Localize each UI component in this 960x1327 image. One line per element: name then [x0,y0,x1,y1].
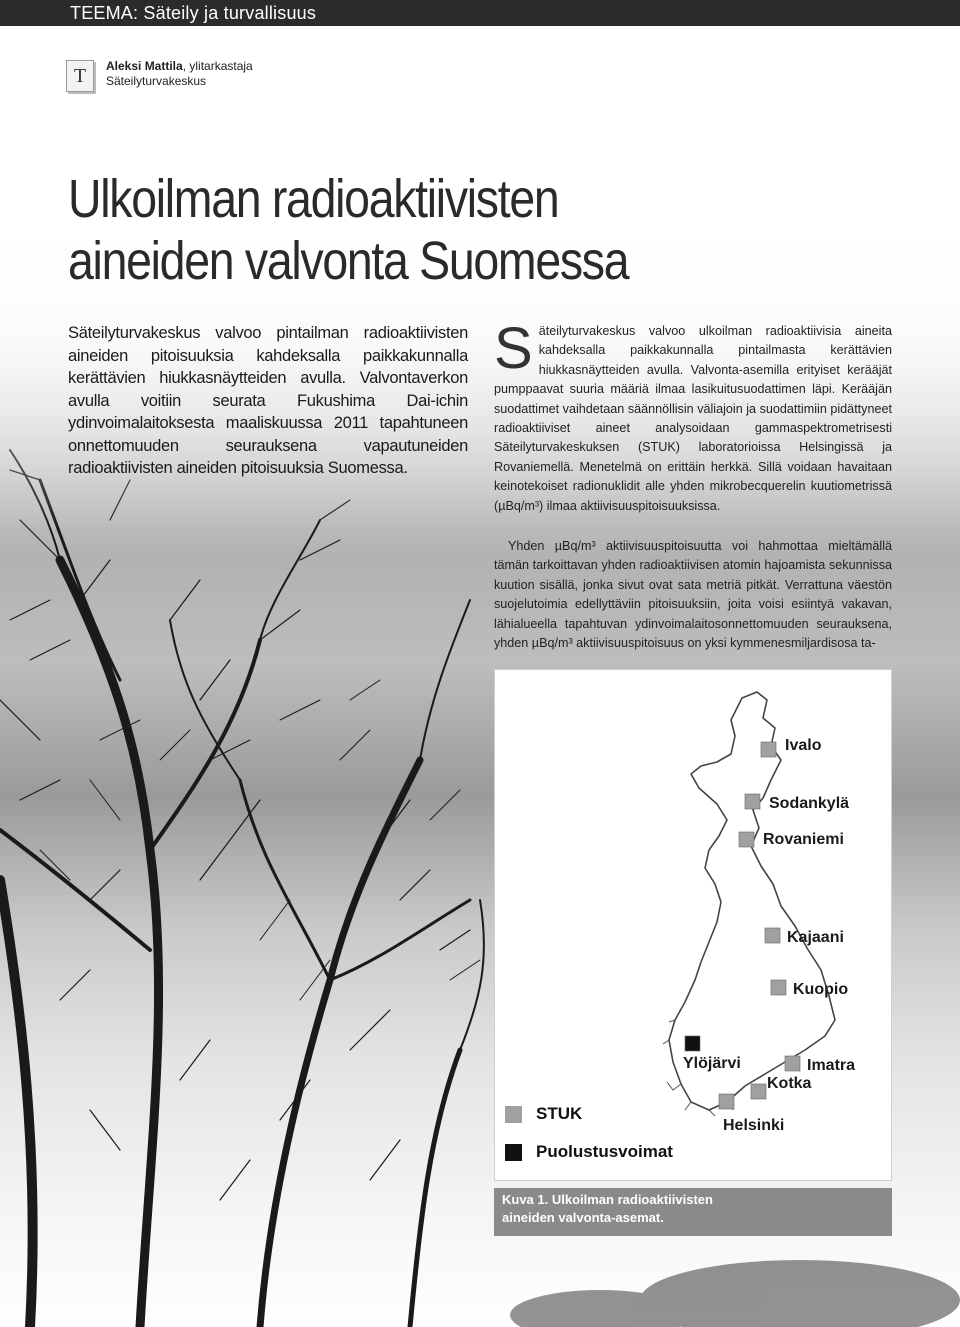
author-role: , ylitarkastaja [182,59,253,73]
title-line-2: aineiden valvonta Suomessa [68,231,629,291]
legend-puolustusvoimat [505,1142,673,1162]
station-marker-helsinki [719,1094,734,1109]
legend-stuk [505,1104,582,1124]
figure-caption [494,1188,892,1236]
station-marker-rovaniemi [739,832,754,847]
article-title [68,168,628,292]
legend-stuk-label: STUK [536,1104,583,1123]
legend-puolustusvoimat-swatch [505,1144,522,1161]
station-marker-ylojarvi [685,1036,700,1051]
author-name [106,59,253,73]
station-label-kuopio: Kuopio [793,981,849,998]
body-paragraph-2: Yhden µBq/m³ aktiivisuuspitoisuutta voi hahmottaa mieltämällä tämän tarkoittavan yhden radioaktiivisen atomin hajoamista sekunnissa kuution sisällä, jonka sivut ovat sata metriä pitkät. Verrattuna väestön suojelutoimia edellyttäviin pitoisuuksiin, joita voisi esiintyä vakavan, lähialueella tapahtuvan ydinvoimalaitosonnettomuuden seurauksena, yhden µBq/m³ aktiivisuuspitoisuus on yksi kymmenesmiljardisosa ta- [494,539,892,651]
station-label-rovaniemi: Rovaniemi [763,831,844,848]
body-paragraph-1 [494,316,892,516]
header-bar [0,0,960,26]
station-marker-ivalo [761,742,776,757]
station-label-kajaani: Kajaani [787,929,844,946]
station-label-kotka: Kotka [767,1075,812,1092]
station-marker-imatra [785,1056,800,1071]
title-line-1: Ulkoilman radioaktiivisten [68,169,559,229]
station-label-helsinki: Helsinki [723,1117,785,1134]
station-label-imatra: Imatra [807,1057,856,1074]
text-document-icon: T [66,60,94,92]
legend-stuk-swatch [505,1106,522,1123]
author-organization: Säteilyturvakeskus [106,74,207,88]
station-marker-kuopio [771,980,786,995]
station-map [494,669,892,1181]
lead-paragraph: Säteilyturvakeskus valvoo pintailman radioaktiivisten aineiden pitoisuuksia kahdeksalla paikkakunnalla kerättävien hiukkasnäytteiden avulla. Valvontaverkon avulla voitiin seurata Fukushima Dai-ichin ydinvoimalaitoksesta maaliskuussa 2011 tapahtuneen onnettomuuden seurauksena vapautuneiden radioaktiivisten aineiden pitoisuuksia Suomessa. [68,324,468,477]
section-title: TEEMA: Säteily ja turvallisuus [70,3,317,23]
body-paragraph-1-text: äteilyturvakeskus valvoo ulkoilman radioaktiivisia aineita kahdeksalla paikkakunnalla pintailmasta kerättävien hiukkasnäytteiden avulla. Valvonta-asemilla erityiset kerääjät pumppaavat suuria määriä ilmaa lasikuitusuodattimen läpi. Kerääjän suodattimet vaihdetaan säännöllisin väliajoin ja suodattimiin pidättyneet radioaktiiviset aineet analysoidaan gammaspektrometrisesti Säteilyturvakeskuksen (STUK) laboratorioissa Helsingissä ja Rovaniemellä. Menetelmä on erittäin herkkä. Sillä voidaan havaitaan keinotekoiset radionuklidit alle yhden mikrobecquerelin kuutiometrissä (µBq/m³) ilmaa aktiivisuuspitoisuuksissa. [494,324,892,513]
station-marker-kajaani [765,928,780,943]
author-name-bold: Aleksi Mattila [106,59,183,73]
station-label-ivalo: Ivalo [785,737,822,754]
station-marker-sodankyla [745,794,760,809]
station-marker-kotka [751,1084,766,1099]
figure-caption-text: Kuva 1. Ulkoilman radioaktiivisten aineiden valvonta-asemat. [502,1192,713,1225]
legend-puolustusvoimat-label: Puolustusvoimat [536,1142,673,1161]
station-label-ylojarvi: Ylöjärvi [683,1055,741,1072]
drop-cap: S [494,316,533,381]
station-label-sodankyla: Sodankylä [769,795,850,812]
